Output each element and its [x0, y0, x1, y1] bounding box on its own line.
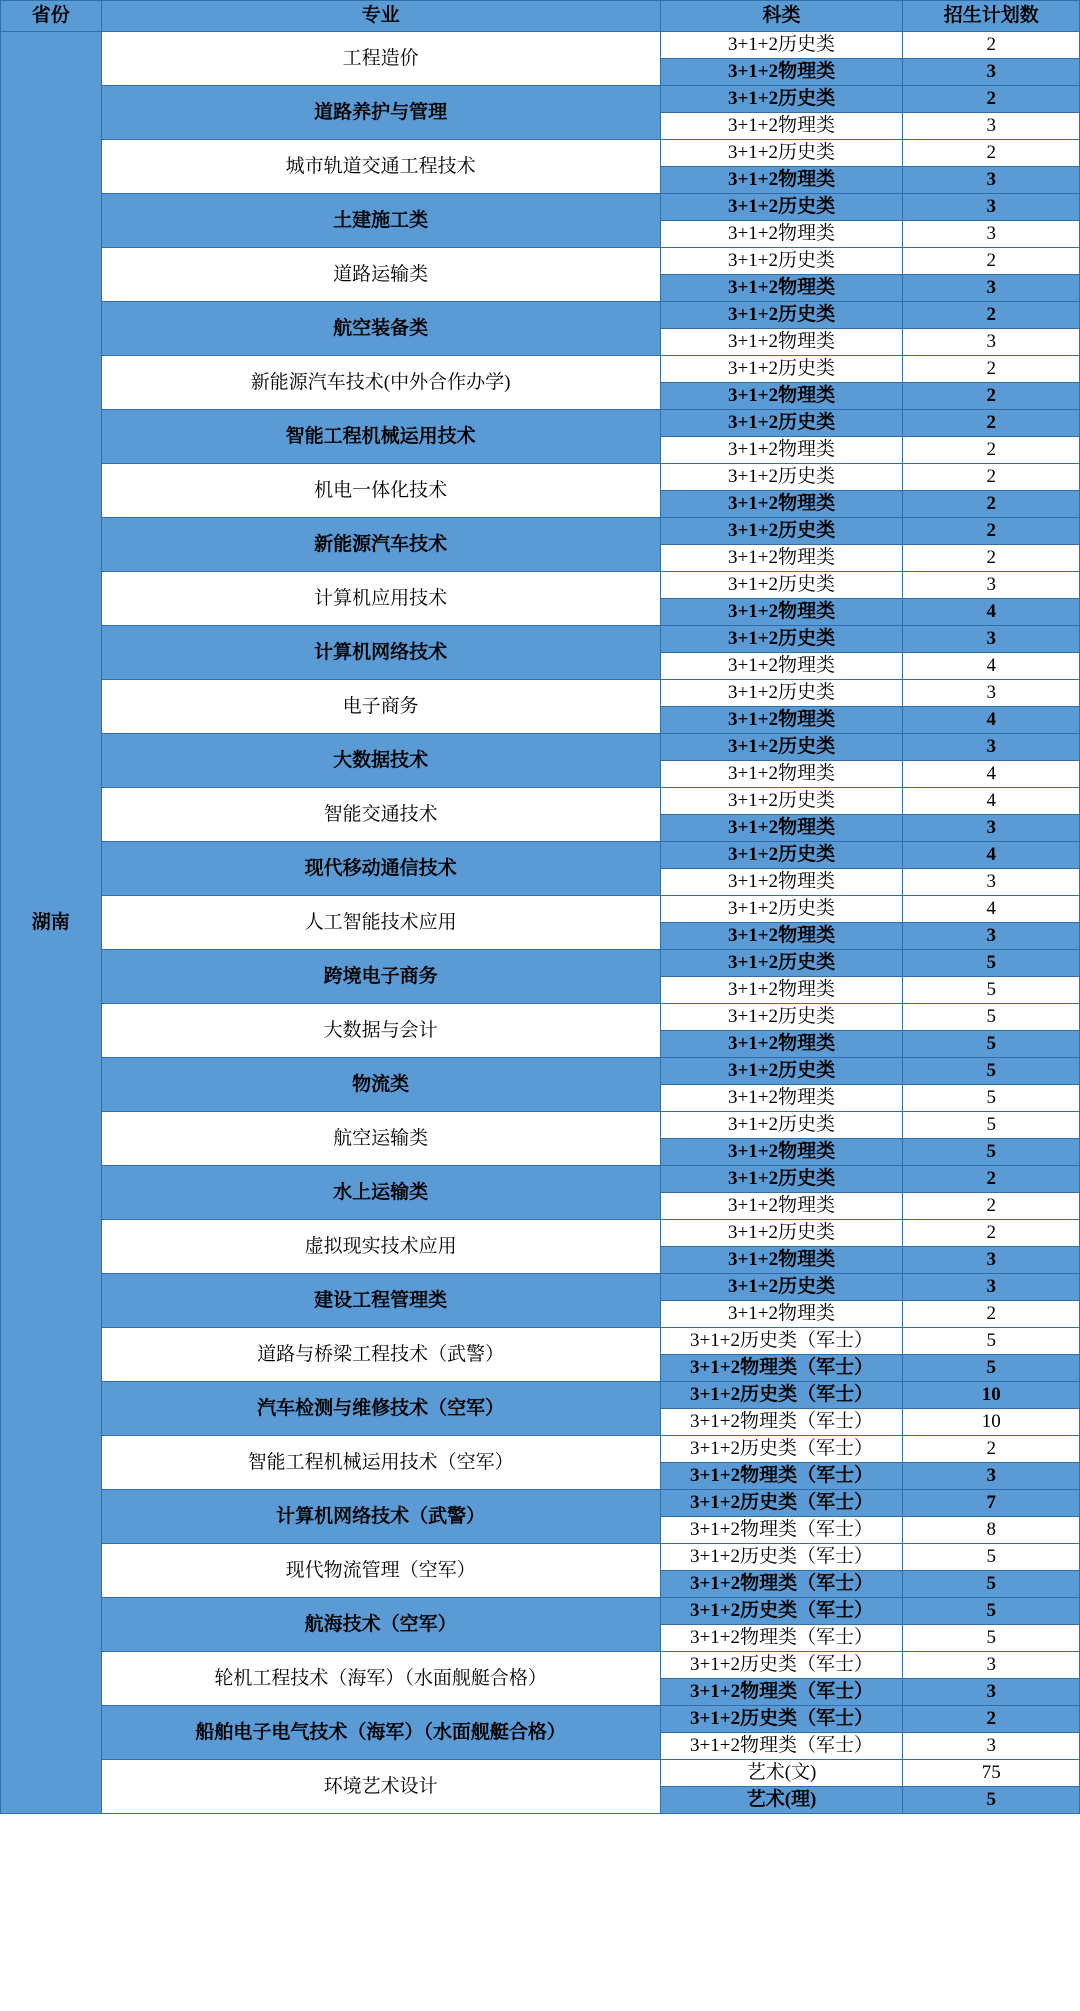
table-header: [1, 1, 1080, 32]
category-cell: 3+1+2物理类: [660, 707, 903, 734]
category-cell: 3+1+2历史类: [660, 410, 903, 437]
plan-count-cell: 2: [903, 1301, 1080, 1328]
category-cell: 3+1+2物理类: [660, 167, 903, 194]
plan-count-cell: 5: [903, 1598, 1080, 1625]
major-cell: 航空运输类: [101, 1112, 660, 1166]
major-cell: 计算机网络技术（武警）: [101, 1490, 660, 1544]
plan-count-cell: 5: [903, 1355, 1080, 1382]
category-cell: 3+1+2历史类（军士）: [660, 1544, 903, 1571]
plan-count-cell: 2: [903, 464, 1080, 491]
plan-count-cell: 3: [903, 167, 1080, 194]
category-cell: 3+1+2历史类: [660, 626, 903, 653]
table-row: [1, 1490, 1080, 1517]
major-cell: 工程造价: [101, 32, 660, 86]
category-cell: 3+1+2物理类: [660, 221, 903, 248]
plan-count-cell: 5: [903, 1004, 1080, 1031]
table-row: [1, 302, 1080, 329]
category-cell: 3+1+2物理类: [660, 599, 903, 626]
category-cell: 3+1+2物理类: [660, 1301, 903, 1328]
plan-count-cell: 3: [903, 1679, 1080, 1706]
plan-count-cell: 3: [903, 815, 1080, 842]
table-row: [1, 896, 1080, 923]
plan-count-cell: 4: [903, 761, 1080, 788]
plan-count-cell: 5: [903, 977, 1080, 1004]
plan-count-cell: 3: [903, 1733, 1080, 1760]
plan-count-cell: 4: [903, 653, 1080, 680]
category-cell: 3+1+2历史类: [660, 356, 903, 383]
category-cell: 3+1+2历史类: [660, 896, 903, 923]
category-cell: 3+1+2历史类（军士）: [660, 1652, 903, 1679]
table-row: [1, 842, 1080, 869]
table-row: [1, 1544, 1080, 1571]
plan-count-cell: 2: [903, 1706, 1080, 1733]
plan-count-cell: 3: [903, 113, 1080, 140]
category-cell: 3+1+2物理类（军士）: [660, 1517, 903, 1544]
table-row: [1, 1598, 1080, 1625]
plan-count-cell: 75: [903, 1760, 1080, 1787]
plan-count-cell: 5: [903, 950, 1080, 977]
table-row: [1, 1436, 1080, 1463]
major-cell: 虚拟现实技术应用: [101, 1220, 660, 1274]
category-cell: 3+1+2历史类: [660, 734, 903, 761]
plan-count-cell: 2: [903, 383, 1080, 410]
plan-count-cell: 3: [903, 275, 1080, 302]
major-cell: 道路运输类: [101, 248, 660, 302]
table-row: [1, 140, 1080, 167]
major-cell: 跨境电子商务: [101, 950, 660, 1004]
plan-count-cell: 2: [903, 491, 1080, 518]
category-cell: 3+1+2物理类: [660, 329, 903, 356]
category-cell: 3+1+2历史类: [660, 1004, 903, 1031]
category-cell: 3+1+2历史类: [660, 1166, 903, 1193]
major-cell: 航海技术（空军）: [101, 1598, 660, 1652]
plan-count-cell: 3: [903, 194, 1080, 221]
table-row: [1, 1058, 1080, 1085]
category-cell: 3+1+2历史类: [660, 464, 903, 491]
category-cell: 3+1+2历史类（军士）: [660, 1490, 903, 1517]
category-cell: 3+1+2物理类: [660, 869, 903, 896]
major-cell: 电子商务: [101, 680, 660, 734]
plan-count-cell: 7: [903, 1490, 1080, 1517]
category-cell: 3+1+2物理类（军士）: [660, 1733, 903, 1760]
header-province: 省份: [1, 1, 102, 32]
major-cell: 环境艺术设计: [101, 1760, 660, 1814]
table-row: [1, 1220, 1080, 1247]
major-cell: 汽车检测与维修技术（空军）: [101, 1382, 660, 1436]
plan-count-cell: 10: [903, 1382, 1080, 1409]
category-cell: 3+1+2历史类: [660, 950, 903, 977]
plan-count-cell: 3: [903, 923, 1080, 950]
major-cell: 大数据技术: [101, 734, 660, 788]
category-cell: 艺术(理): [660, 1787, 903, 1814]
plan-count-cell: 2: [903, 86, 1080, 113]
table-row: [1, 788, 1080, 815]
table-row: [1, 1382, 1080, 1409]
plan-count-cell: 10: [903, 1409, 1080, 1436]
category-cell: 3+1+2历史类: [660, 302, 903, 329]
table-row: [1, 194, 1080, 221]
plan-count-cell: 2: [903, 248, 1080, 275]
table-row: [1, 248, 1080, 275]
plan-count-cell: 4: [903, 842, 1080, 869]
category-cell: 3+1+2物理类: [660, 275, 903, 302]
table-row: [1, 1760, 1080, 1787]
category-cell: 3+1+2历史类: [660, 1112, 903, 1139]
table-body: [1, 32, 1080, 1814]
plan-count-cell: 5: [903, 1625, 1080, 1652]
plan-count-cell: 5: [903, 1328, 1080, 1355]
category-cell: 3+1+2物理类: [660, 437, 903, 464]
plan-count-cell: 2: [903, 140, 1080, 167]
table-row: [1, 410, 1080, 437]
category-cell: 3+1+2物理类: [660, 923, 903, 950]
major-cell: 城市轨道交通工程技术: [101, 140, 660, 194]
table-row: [1, 950, 1080, 977]
category-cell: 3+1+2物理类: [660, 1085, 903, 1112]
category-cell: 3+1+2物理类: [660, 59, 903, 86]
category-cell: 3+1+2历史类（军士）: [660, 1436, 903, 1463]
plan-count-cell: 2: [903, 518, 1080, 545]
plan-count-cell: 2: [903, 1193, 1080, 1220]
major-cell: 大数据与会计: [101, 1004, 660, 1058]
plan-count-cell: 5: [903, 1139, 1080, 1166]
table-row: [1, 86, 1080, 113]
major-cell: 轮机工程技术（海军）（水面舰艇合格）: [101, 1652, 660, 1706]
plan-count-cell: 4: [903, 707, 1080, 734]
major-cell: 船舶电子电气技术（海军）（水面舰艇合格）: [101, 1706, 660, 1760]
major-cell: 新能源汽车技术: [101, 518, 660, 572]
category-cell: 3+1+2物理类: [660, 1139, 903, 1166]
header-row: [1, 1, 1080, 32]
plan-count-cell: 4: [903, 599, 1080, 626]
category-cell: 3+1+2历史类: [660, 140, 903, 167]
category-cell: 3+1+2物理类（军士）: [660, 1571, 903, 1598]
category-cell: 3+1+2物理类（军士）: [660, 1355, 903, 1382]
table-row: [1, 626, 1080, 653]
major-cell: 智能工程机械运用技术: [101, 410, 660, 464]
plan-count-cell: 5: [903, 1544, 1080, 1571]
plan-count-cell: 8: [903, 1517, 1080, 1544]
major-cell: 机电一体化技术: [101, 464, 660, 518]
major-cell: 道路养护与管理: [101, 86, 660, 140]
major-cell: 智能工程机械运用技术（空军）: [101, 1436, 660, 1490]
plan-count-cell: 5: [903, 1787, 1080, 1814]
major-cell: 智能交通技术: [101, 788, 660, 842]
plan-count-cell: 3: [903, 329, 1080, 356]
table-row: [1, 464, 1080, 491]
plan-count-cell: 2: [903, 32, 1080, 59]
category-cell: 3+1+2历史类: [660, 572, 903, 599]
major-cell: 新能源汽车技术(中外合作办学): [101, 356, 660, 410]
table-row: [1, 680, 1080, 707]
category-cell: 3+1+2物理类: [660, 113, 903, 140]
table-row: [1, 518, 1080, 545]
plan-count-cell: 3: [903, 869, 1080, 896]
plan-count-cell: 2: [903, 410, 1080, 437]
major-cell: 现代物流管理（空军）: [101, 1544, 660, 1598]
plan-count-cell: 3: [903, 221, 1080, 248]
category-cell: 3+1+2历史类: [660, 680, 903, 707]
table-row: [1, 1274, 1080, 1301]
major-cell: 人工智能技术应用: [101, 896, 660, 950]
table-row: [1, 1004, 1080, 1031]
table-row: [1, 1706, 1080, 1733]
category-cell: 艺术(文): [660, 1760, 903, 1787]
major-cell: 土建施工类: [101, 194, 660, 248]
plan-count-cell: 2: [903, 302, 1080, 329]
plan-count-cell: 5: [903, 1031, 1080, 1058]
province-cell: 湖南: [1, 32, 102, 1814]
category-cell: 3+1+2历史类: [660, 788, 903, 815]
plan-count-cell: 4: [903, 896, 1080, 923]
major-cell: 水上运输类: [101, 1166, 660, 1220]
category-cell: 3+1+2历史类: [660, 1220, 903, 1247]
category-cell: 3+1+2物理类: [660, 761, 903, 788]
category-cell: 3+1+2历史类: [660, 32, 903, 59]
category-cell: 3+1+2历史类（军士）: [660, 1706, 903, 1733]
category-cell: 3+1+2物理类（军士）: [660, 1409, 903, 1436]
category-cell: 3+1+2历史类: [660, 842, 903, 869]
plan-count-cell: 2: [903, 437, 1080, 464]
major-cell: 道路与桥梁工程技术（武警）: [101, 1328, 660, 1382]
table-row: [1, 32, 1080, 59]
category-cell: 3+1+2物理类: [660, 1247, 903, 1274]
category-cell: 3+1+2物理类: [660, 1193, 903, 1220]
major-cell: 物流类: [101, 1058, 660, 1112]
plan-count-cell: 2: [903, 1220, 1080, 1247]
category-cell: 3+1+2历史类（军士）: [660, 1328, 903, 1355]
table-row: [1, 1112, 1080, 1139]
category-cell: 3+1+2历史类: [660, 1274, 903, 1301]
major-cell: 计算机应用技术: [101, 572, 660, 626]
category-cell: 3+1+2历史类: [660, 194, 903, 221]
category-cell: 3+1+2物理类（军士）: [660, 1625, 903, 1652]
plan-count-cell: 3: [903, 572, 1080, 599]
category-cell: 3+1+2历史类: [660, 1058, 903, 1085]
plan-count-cell: 3: [903, 1274, 1080, 1301]
header-category: 科类: [660, 1, 903, 32]
category-cell: 3+1+2物理类: [660, 977, 903, 1004]
plan-count-cell: 2: [903, 545, 1080, 572]
plan-count-cell: 3: [903, 59, 1080, 86]
table-row: [1, 1166, 1080, 1193]
major-cell: 航空装备类: [101, 302, 660, 356]
table-row: [1, 572, 1080, 599]
category-cell: 3+1+2物理类: [660, 1031, 903, 1058]
category-cell: 3+1+2历史类: [660, 248, 903, 275]
category-cell: 3+1+2物理类: [660, 653, 903, 680]
category-cell: 3+1+2历史类: [660, 86, 903, 113]
category-cell: 3+1+2物理类: [660, 383, 903, 410]
plan-count-cell: 3: [903, 626, 1080, 653]
table-row: [1, 356, 1080, 383]
category-cell: 3+1+2物理类: [660, 545, 903, 572]
plan-count-cell: 5: [903, 1058, 1080, 1085]
table-row: [1, 1652, 1080, 1679]
category-cell: 3+1+2物理类: [660, 815, 903, 842]
category-cell: 3+1+2物理类（军士）: [660, 1463, 903, 1490]
major-cell: 现代移动通信技术: [101, 842, 660, 896]
category-cell: 3+1+2物理类: [660, 491, 903, 518]
category-cell: 3+1+2物理类（军士）: [660, 1679, 903, 1706]
plan-count-cell: 5: [903, 1571, 1080, 1598]
plan-count-cell: 3: [903, 1463, 1080, 1490]
plan-count-cell: 4: [903, 788, 1080, 815]
category-cell: 3+1+2历史类: [660, 518, 903, 545]
category-cell: 3+1+2历史类（军士）: [660, 1598, 903, 1625]
plan-count-cell: 2: [903, 1166, 1080, 1193]
plan-count-cell: 5: [903, 1112, 1080, 1139]
plan-count-cell: 2: [903, 1436, 1080, 1463]
category-cell: 3+1+2历史类（军士）: [660, 1382, 903, 1409]
header-plan-count: 招生计划数: [903, 1, 1080, 32]
plan-count-cell: 3: [903, 680, 1080, 707]
table-row: [1, 734, 1080, 761]
major-cell: 建设工程管理类: [101, 1274, 660, 1328]
table-row: [1, 1328, 1080, 1355]
plan-count-cell: 2: [903, 356, 1080, 383]
header-major: 专业: [101, 1, 660, 32]
plan-count-cell: 3: [903, 734, 1080, 761]
plan-count-cell: 3: [903, 1652, 1080, 1679]
plan-count-cell: 3: [903, 1247, 1080, 1274]
plan-count-cell: 5: [903, 1085, 1080, 1112]
major-cell: 计算机网络技术: [101, 626, 660, 680]
